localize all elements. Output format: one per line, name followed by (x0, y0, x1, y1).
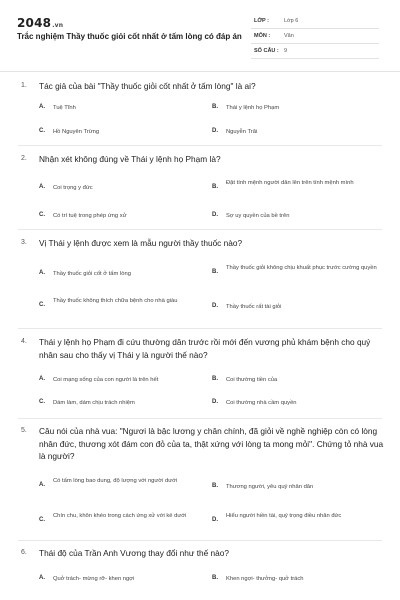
question-text: Vị Thái y lệnh được xem là mẫu người thầy thuốc nào? (39, 238, 243, 248)
option-text: Khen ngợi- thưởng- quở trách (226, 576, 304, 582)
option-letter: B. (212, 184, 218, 190)
option-letter: B. (212, 104, 218, 110)
meta-grade-value: Lớp 6 (284, 18, 299, 24)
meta-count-key: SỐ CÂU : (254, 48, 279, 54)
option-text: Hiểu người hiền tài, quý trọng điều nhân đức (226, 513, 342, 519)
option-letter: B. (212, 483, 218, 489)
option-text: Coi mạng sống của con người là trên hết (53, 377, 159, 383)
option-letter: A. (39, 270, 45, 276)
option-letter: C. (39, 212, 45, 218)
question-divider (18, 145, 382, 146)
question-number: 2. (21, 155, 27, 162)
option-text: Quở trách- mừng rỡ- khen ngợi (53, 576, 135, 582)
document-title: Trắc nghiệm Thầy thuốc giỏi cốt nhất ở tấm lòng có đáp án (17, 32, 242, 41)
option-letter: D. (212, 128, 218, 134)
option-letter: A. (39, 376, 45, 382)
question-divider (18, 418, 382, 419)
option-letter: C. (39, 302, 45, 308)
question-text: Thái y lệnh họ Phạm đi cứu thường dân trước rồi mới đến vương phủ khám bệnh cho quý nhân sau cho thấy vị Thái y là người thế nào? (39, 337, 371, 360)
question-number: 6. (21, 549, 27, 556)
meta-question-count (251, 45, 379, 59)
option-text: Sợ uy quyền của bề trên (226, 213, 290, 219)
option-text: Thầy thuốc giỏi không chịu khuất phục trước cường quyền (226, 265, 377, 271)
option-letter: C. (39, 399, 45, 405)
question-number: 3. (21, 239, 27, 246)
option-text: Coi trọng y đức (53, 185, 93, 191)
option-letter: A. (39, 184, 45, 190)
option-letter: D. (212, 303, 218, 309)
option-letter: B. (212, 269, 218, 275)
meta-grade-key: LỚP : (254, 18, 269, 24)
option-text: Có trí tuệ trong phép ứng xử (53, 213, 127, 219)
option-text: Coi thường nhà cầm quyền (226, 400, 297, 406)
option-text: Thầy thuốc không thích chữa bệnh cho nhà giàu (53, 298, 178, 304)
meta-subject (251, 30, 379, 44)
question-number: 4. (21, 338, 27, 345)
question-divider (18, 229, 382, 230)
option-text: Tuệ Tĩnh (53, 105, 76, 111)
option-letter: D. (212, 212, 218, 218)
question-number: 5. (21, 427, 27, 434)
option-text: Thái y lệnh họ Phạm (226, 105, 280, 111)
option-letter: A. (39, 104, 45, 110)
page-header (0, 0, 400, 70)
option-text: Có tấm lòng bao dung, độ lượng với người dưới (53, 478, 178, 484)
question-text: Nhận xét không đúng về Thái y lệnh họ Phạm là? (39, 154, 221, 164)
logo-text: 2048 (17, 16, 52, 30)
option-text: Đặt tính mệnh người dân lên trên tính mệnh mình (226, 180, 354, 186)
meta-subject-key: MÔN : (254, 33, 271, 39)
option-text: Chín chu, khôn khéo trong cách ứng xử với kẻ dưới (53, 513, 187, 519)
question-divider (18, 328, 382, 329)
option-text: Thầy thuốc rất tài giỏi (226, 304, 282, 310)
option-letter: D. (212, 517, 218, 523)
option-letter: B. (212, 575, 218, 581)
question-number: 1. (21, 82, 27, 89)
option-text: Nguyễn Trãi (226, 129, 258, 135)
option-text: Hồ Nguyên Trừng (53, 129, 100, 135)
site-logo[interactable] (17, 16, 63, 30)
option-letter: C. (39, 128, 45, 134)
option-text: Dám làm, dám chịu trách nhiệm (53, 400, 135, 406)
option-letter: B. (212, 376, 218, 382)
option-letter: A. (39, 575, 45, 581)
question-text: Câu nói của nhà vua: "Ngươi là bậc lương y chân chính, đã giỏi về nghề nghiệp còn có lòng nhân đức, thương xót đám con đỏ của ta, thật xứng với lòng ta mong mỏi". Chứng tỏ nhà vua là người? (39, 426, 384, 461)
option-text: Coi thường tiền của (226, 377, 278, 383)
option-letter: D. (212, 399, 218, 405)
meta-count-value: 9 (284, 48, 288, 54)
option-letter: C. (39, 517, 45, 523)
meta-grade (251, 15, 379, 29)
option-letter: A. (39, 482, 45, 488)
question-divider (18, 540, 382, 541)
question-text: Thái độ của Trần Anh Vương thay đổi như thế nào? (39, 548, 229, 558)
option-text: Thầy thuốc giỏi cốt ở tấm lòng (53, 271, 131, 277)
option-text: Thương người, yêu quý nhân dân (226, 484, 314, 490)
meta-subject-value: Văn (284, 33, 294, 39)
question-text: Tác giả của bài "Thầy thuốc giỏi cốt nhất ở tấm lòng" là ai? (39, 81, 256, 91)
header-divider (0, 71, 400, 72)
logo-suffix: .vn (52, 22, 64, 29)
